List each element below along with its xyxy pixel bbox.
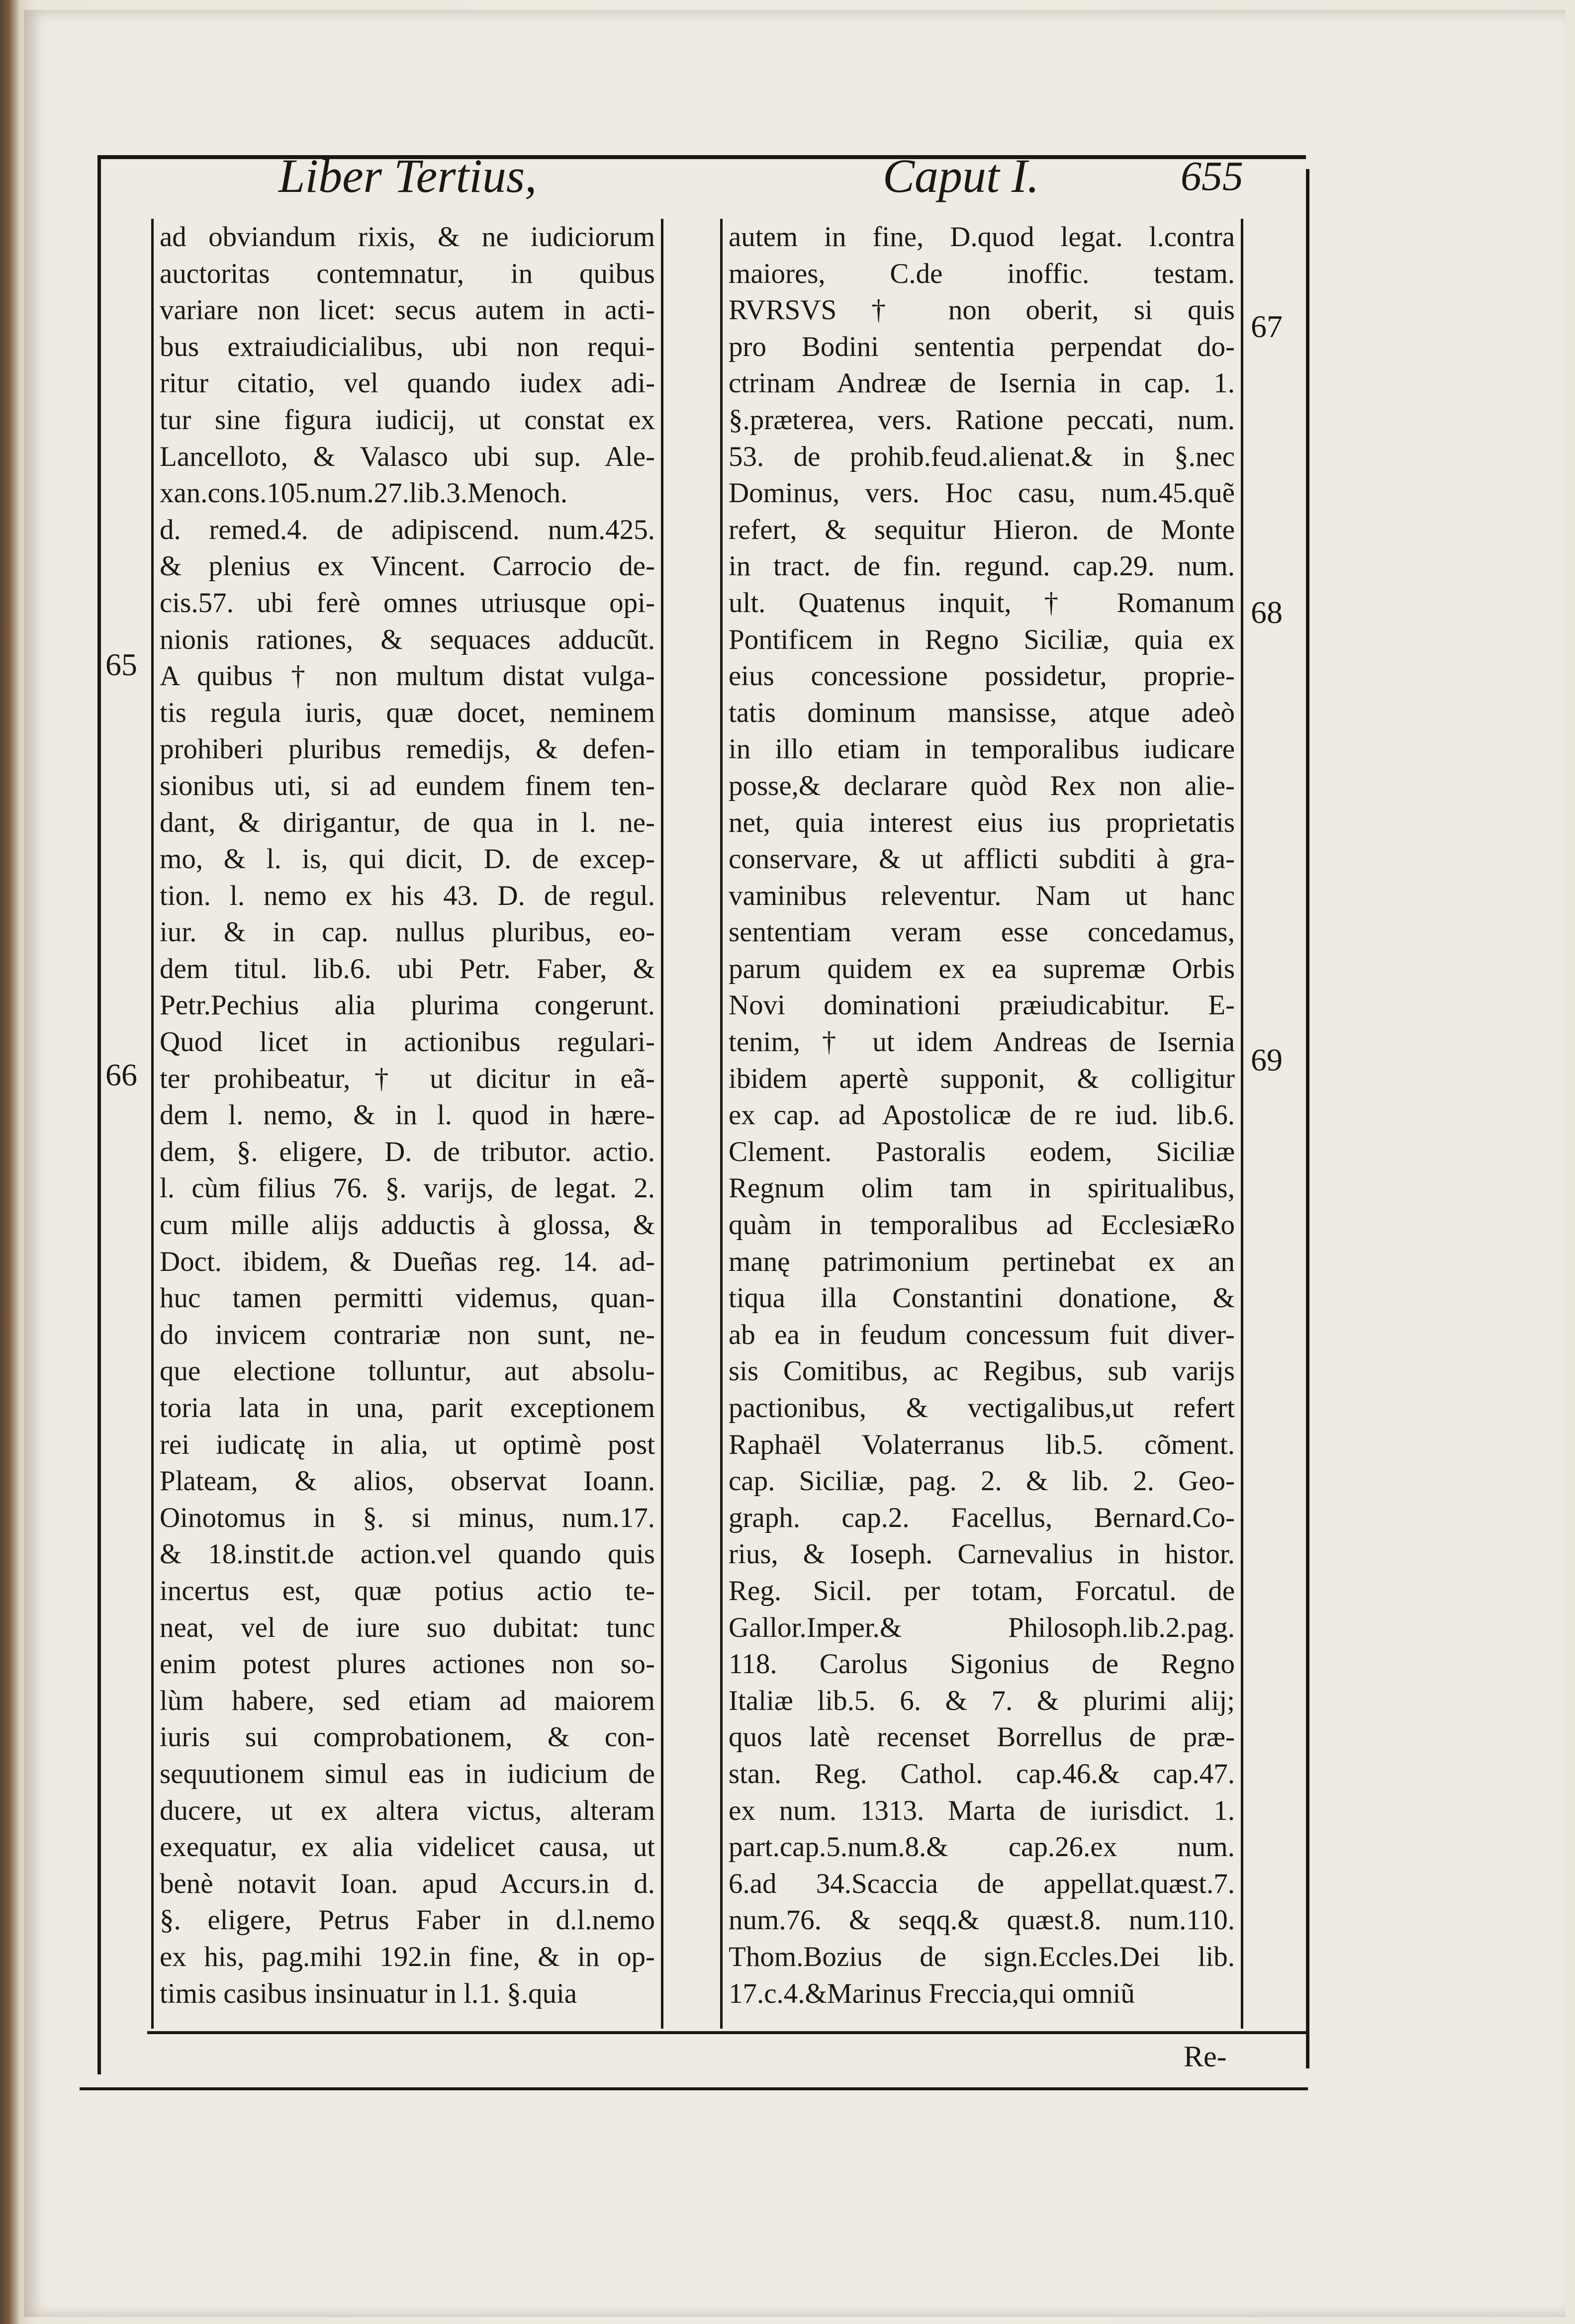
margin-number-68: 68: [1251, 595, 1283, 630]
text-line: sis Comitibus, ac Regibus, sub varijs: [729, 1355, 1235, 1387]
text-line: tenim, † ut idem Andreas de Isernia: [729, 1026, 1235, 1058]
text-line: sequutionem simul eas in iudicium de: [160, 1758, 655, 1789]
text-line: sententiam veram esse concedamus,: [729, 916, 1235, 948]
text-line: incertus est, quæ potius actio te-: [160, 1575, 655, 1607]
text-line: iuris sui comprobationem, & con-: [160, 1721, 655, 1753]
text-line: tur sine figura iudicij, ut constat ex: [160, 404, 655, 436]
text-line: autem in fine, D.quod legat. l.contra: [729, 221, 1235, 253]
text-line: xan.cons.105.num.27.lib.3.Menoch.: [160, 477, 568, 509]
text-line: exequatur, ex alia videlicet causa, ut: [160, 1831, 655, 1863]
text-line: Clement. Pastoralis eodem, Siciliæ: [729, 1136, 1235, 1167]
text-line: ter prohibeatur, † ut dicitur in eã-: [160, 1063, 655, 1094]
text-line: enim potest plures actiones non so-: [160, 1648, 655, 1680]
text-line: manę patrimonium pertinebat ex an: [729, 1246, 1235, 1277]
text-line: ex his, pag.mihi 192.in fine, & in op-: [160, 1941, 655, 1972]
text-line: Reg. Sicil. per totam, Forcatul. de: [729, 1575, 1235, 1607]
text-line: 53. de prohib.feud.alienat.& in §.nec: [729, 441, 1235, 472]
text-line: Raphaël Volaterranus lib.5. cõment.: [729, 1429, 1235, 1460]
text-line: neat, vel de iure suo dubitat: tunc: [160, 1611, 655, 1643]
text-line: quàm in temporalibus ad EcclesiæRo: [729, 1209, 1235, 1241]
text-line: dem titul. lib.6. ubi Petr. Faber, &: [160, 953, 655, 984]
text-line: Regnum olim tam in spiritualibus,: [729, 1172, 1235, 1204]
text-line: conservare, & ut afflicti subditi à gra-: [729, 843, 1235, 875]
text-line: tis regula iuris, quæ docet, neminem: [160, 697, 655, 728]
page-number: 655: [1181, 153, 1243, 199]
text-line: 6.ad 34.Scaccia de appellat.quæst.7.: [729, 1868, 1235, 1899]
text-line: do invicem contrariæ non sunt, ne-: [160, 1319, 655, 1350]
text-line: Plateam, & alios, observat Ioann.: [160, 1465, 655, 1497]
text-line: ad obviandum rixis, & ne iudiciorum: [160, 221, 655, 253]
text-line: §. eligere, Petrus Faber in d.l.nemo: [160, 1904, 655, 1936]
text-line: rei iudicatę in alia, ut optimè post: [160, 1429, 655, 1460]
text-line: dem, §. eligere, D. de tributor. actio.: [160, 1136, 655, 1167]
text-line: nionis rationes, & sequaces adducũt.: [160, 624, 655, 655]
text-line: ab ea in feudum concessum fuit diver-: [729, 1319, 1235, 1350]
text-line: variare non licet: secus autem in acti-: [160, 294, 655, 326]
text-line: pactionibus, & vectigalibus,ut refert: [729, 1392, 1235, 1424]
left-text-column: [151, 219, 663, 2029]
text-line: tatis dominum mansisse, atque adeò: [729, 697, 1235, 728]
text-line: bus extraiudicialibus, ubi non requi-: [160, 331, 655, 362]
catchword: Re-: [1184, 2040, 1227, 2073]
text-line: & 18.instit.de action.vel quando quis: [160, 1538, 655, 1570]
text-line: in illo etiam in temporalibus iudicare: [729, 733, 1235, 765]
frame-right-rule: [1306, 169, 1309, 2068]
text-line: §.præterea, vers. Ratione peccati, num.: [729, 404, 1235, 436]
text-line: huc tamen permitti videmus, quan-: [160, 1282, 655, 1314]
header-book-title: Liber Tertius,: [278, 149, 537, 202]
text-line: net, quia interest eius ius proprietatis: [729, 806, 1235, 838]
text-line: ducere, ut ex altera victus, alteram: [160, 1794, 655, 1826]
text-line: refert, & sequitur Hieron. de Monte: [729, 514, 1235, 545]
text-line: Pontificem in Regno Siciliæ, quia ex: [729, 624, 1235, 655]
text-line: rius, & Ioseph. Carnevalius in histor.: [729, 1538, 1235, 1570]
text-line: in tract. de fin. regund. cap.29. num.: [729, 550, 1235, 582]
text-line: d. remed.4. de adipiscend. num.425.: [160, 514, 655, 545]
text-line: mo, & l. is, qui dicit, D. de excep-: [160, 843, 655, 875]
text-line: 118. Carolus Sigonius de Regno: [729, 1648, 1235, 1680]
text-line: dem l. nemo, & in l. quod in hære-: [160, 1099, 655, 1131]
text-line: tion. l. nemo ex his 43. D. de regul.: [160, 880, 655, 911]
text-line: que electione tolluntur, aut absolu-: [160, 1355, 655, 1387]
text-line: RVRSVS † non oberit, si quis: [729, 294, 1235, 326]
text-line: ctrinam Andreæ de Isernia in cap. 1.: [729, 367, 1235, 399]
margin-number-66: 66: [105, 1057, 137, 1092]
text-line: pro Bodini sententia perpendat do-: [729, 331, 1235, 362]
text-line: graph. cap.2. Facellus, Bernard.Co-: [729, 1502, 1235, 1533]
text-line: stan. Reg. Cathol. cap.46.& cap.47.: [729, 1758, 1235, 1789]
text-line: part.cap.5.num.8.& cap.26.ex num.: [729, 1831, 1235, 1863]
text-line: lùm habere, sed etiam ad maiorem: [160, 1685, 655, 1716]
text-line: l. cùm filius 76. §. varijs, de legat. 2.: [160, 1172, 655, 1204]
text-line: timis casibus insinuatur in l.1. §.quia: [160, 1977, 577, 2009]
text-line: sionibus uti, si ad eundem finem ten-: [160, 770, 655, 802]
text-line: Petr.Pechius alia plurima congerunt.: [160, 989, 655, 1021]
text-line: parum quidem ex ea supremæ Orbis: [729, 953, 1235, 984]
margin-number-69: 69: [1251, 1042, 1283, 1077]
text-line: auctoritas contemnatur, in quibus: [160, 258, 655, 289]
text-line: 17.c.4.&Marinus Freccia,qui omniũ: [729, 1977, 1135, 2009]
text-line: Lancelloto, & Valasco ubi sup. Ale-: [160, 441, 655, 472]
text-line: Italiæ lib.5. 6. & 7. & plurimi alij;: [729, 1685, 1235, 1716]
text-line: ult. Quatenus inquit, † Romanum: [729, 587, 1235, 619]
right-text-column: [720, 219, 1243, 2029]
text-line: cis.57. ubi ferè omnes utriusque opi-: [160, 587, 655, 619]
text-line: tiqua illa Constantini donatione, &: [729, 1282, 1235, 1314]
text-line: Doct. ibidem, & Dueñas reg. 14. ad-: [160, 1246, 655, 1277]
text-line: vaminibus releventur. Nam ut hanc: [729, 880, 1235, 911]
text-line: quos latè recenset Borrellus de præ-: [729, 1721, 1235, 1753]
text-line: num.76. & seqq.& quæst.8. num.110.: [729, 1904, 1235, 1936]
running-header: [278, 148, 1243, 213]
margin-number-65: 65: [105, 647, 137, 682]
header-chapter: Caput I.: [883, 149, 1039, 202]
text-line: A quibus † non multum distat vulga-: [160, 660, 655, 692]
text-line: ritur citatio, vel quando iudex adi-: [160, 367, 655, 399]
text-line: posse,& declarare quòd Rex non alie-: [729, 770, 1235, 802]
text-line: ex cap. ad Apostolicæ de re iud. lib.6.: [729, 1099, 1235, 1131]
text-line: prohiberi pluribus remedijs, & defen-: [160, 733, 655, 765]
text-line: toria lata in una, parit exceptionem: [160, 1392, 655, 1424]
text-line: cap. Siciliæ, pag. 2. & lib. 2. Geo-: [729, 1465, 1235, 1497]
text-line: Novi dominationi præiudicabitur. E-: [729, 989, 1235, 1021]
text-line: Oinotomus in §. si minus, num.17.: [160, 1502, 655, 1533]
text-line: Thom.Bozius de sign.Eccles.Dei lib.: [729, 1941, 1235, 1972]
text-line: ibidem apertè supponit, & colligitur: [729, 1063, 1235, 1094]
text-line: Gallor.Imper.& Philosoph.lib.2.pag.: [729, 1611, 1235, 1643]
text-line: & plenius ex Vincent. Carrocio de-: [160, 550, 655, 582]
frame-left-rule: [97, 155, 101, 2074]
outer-bottom-rule: [80, 2087, 1308, 2090]
bottom-rule: [147, 2031, 1306, 2034]
text-line: ex num. 1313. Marta de iurisdict. 1.: [729, 1794, 1235, 1826]
text-line: dant, & dirigantur, de qua in l. ne-: [160, 806, 655, 838]
text-line: benè notavit Ioan. apud Accurs.in d.: [160, 1868, 655, 1899]
text-line: cum mille alijs adductis à glossa, &: [160, 1209, 655, 1241]
margin-number-67: 67: [1251, 309, 1283, 344]
text-line: iur. & in cap. nullus pluribus, eo-: [160, 916, 655, 948]
text-line: Quod licet in actionibus regulari-: [160, 1026, 655, 1058]
text-line: eius concessione possidetur, proprie-: [729, 660, 1235, 692]
text-line: maiores, C.de inoffic. testam.: [729, 258, 1235, 289]
text-line: Dominus, vers. Hoc casu, num.45.quẽ: [729, 477, 1235, 509]
